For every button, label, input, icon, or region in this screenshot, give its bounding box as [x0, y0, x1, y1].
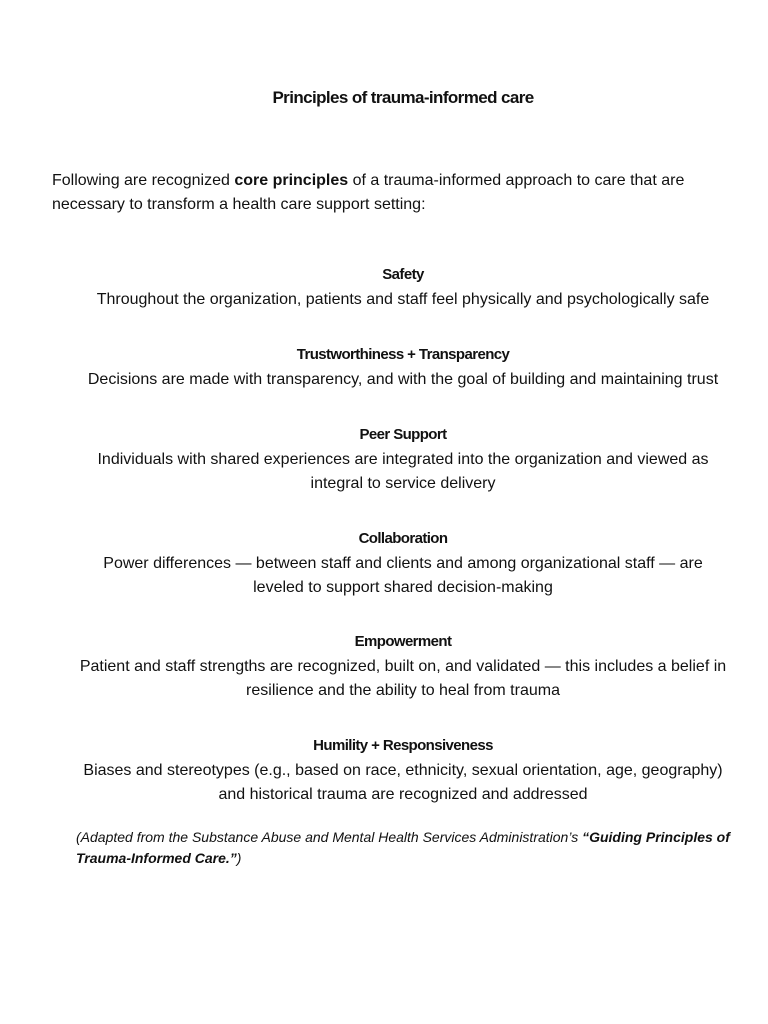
principle-humility-responsiveness: [78, 735, 728, 807]
page-title: Principles of trauma-informed care: [272, 88, 534, 107]
principle-title: Humility + Responsiveness: [313, 737, 493, 754]
principle-description: Biases and stereotypes (e.g., based on race, ethnicity, sexual orientation, age, geography) and historical trauma are recognized and addressed: [83, 762, 723, 803]
principle-title: Collaboration: [358, 530, 448, 547]
attribution-text-after: ): [236, 850, 242, 866]
principle-title: Peer Support: [359, 426, 447, 443]
attribution-text-before: (Adapted from the Substance Abuse and Mental Health Services Administration’s: [76, 829, 583, 845]
principle-empowerment: [78, 631, 728, 703]
intro-text-after: of a trauma-informed approach to care that are necessary to transform a health care support setting:: [52, 172, 685, 213]
principle-collaboration: [78, 528, 728, 600]
principle-title: Trustworthiness + Transparency: [296, 346, 510, 363]
attribution-source-title: “Guiding Principles of Trauma-Informed Care.”: [76, 829, 730, 866]
intro-text-before: Following are recognized: [52, 172, 235, 189]
intro-emphasis: core principles: [234, 172, 349, 189]
principle-safety: [78, 264, 728, 312]
principle-peer-support: [78, 424, 728, 496]
attribution-note: [76, 827, 736, 869]
principle-description: Patient and staff strengths are recognized, built on, and validated — this includes a belief in resilience and the ability to heal from trauma: [79, 658, 727, 699]
principle-trustworthiness-transparency: [78, 344, 728, 392]
principle-description: Individuals with shared experiences are integrated into the organization and viewed as integral to service delivery: [97, 451, 709, 492]
principle-title: Safety: [382, 266, 424, 283]
principle-description: Throughout the organization, patients and staff feel physically and psychologically safe: [96, 291, 710, 308]
principle-title: Empowerment: [354, 633, 452, 650]
principle-description: Decisions are made with transparency, and with the goal of building and maintaining trust: [87, 371, 719, 388]
principle-description: Power differences — between staff and clients and among organizational staff — are leveled to support shared decision-making: [103, 555, 703, 596]
intro-paragraph: [52, 169, 732, 217]
